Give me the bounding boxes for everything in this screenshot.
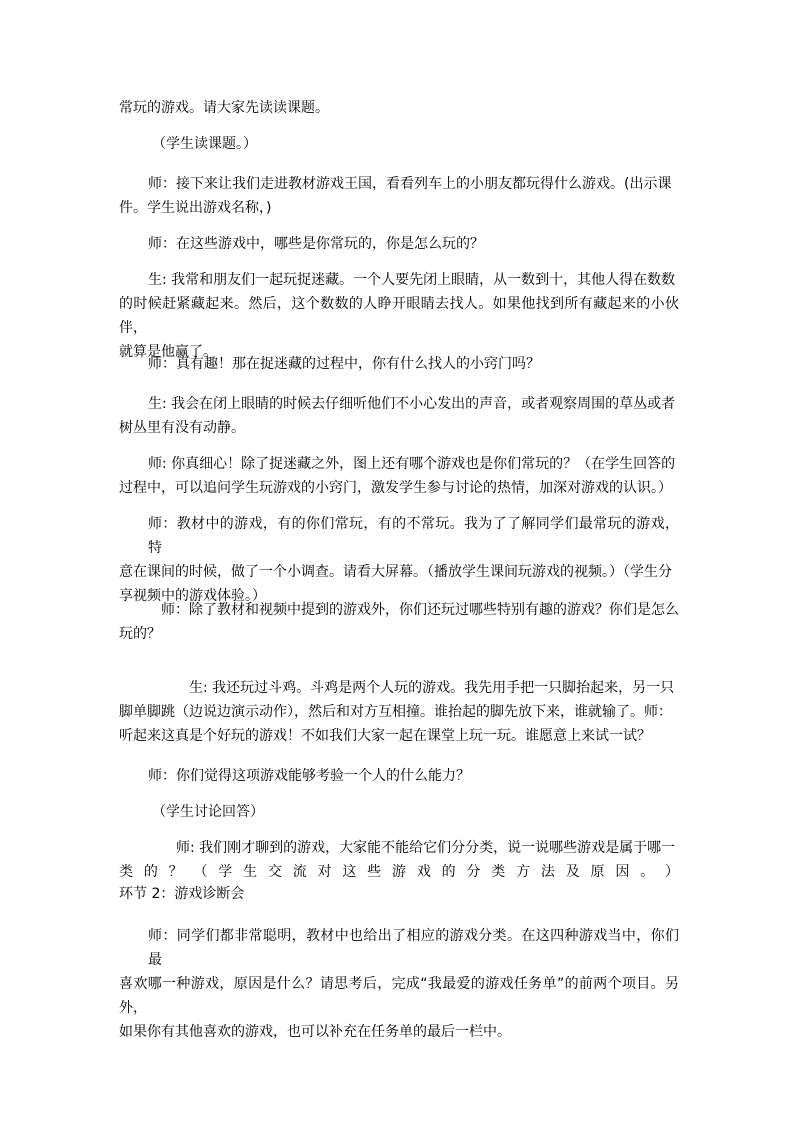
text-line: 脚单脚跳（边说边演示动作），然后和对方互相撞。谁抬起的脚先放下来，谁就输了。师： [119,704,672,720]
text-line: （学生读课题。） [152,136,257,152]
text-line: 听起来这真是个好玩的游戏！不如我们大家一起在课堂上玩一玩。谁愿意上来试一试？ [119,728,651,744]
paragraph-teacher-2 [119,232,679,256]
text-line: 的时候赶紧藏起来。然后，这个数数的人睁开眼睛去找人。如果他找到所有藏起来的小伙伴， [119,296,679,336]
section-heading: 环节 2：游戏诊断会 [119,886,245,902]
text-line: 师：接下来让我们走进教材游戏王国，看看列车上的小朋友都玩得什么游戏。(出示课 [148,176,672,192]
text-line: 师：在这些游戏中，哪些是你常玩的，你是怎么玩的？ [148,236,484,252]
text-line: 树丛里有没有动静。 [119,420,245,436]
paragraph-teacher-3 [119,352,679,376]
text-line: 生: 我还玩过斗鸡。斗鸡是两个人玩的游戏。我先用手把一只脚抬起来，另一只 [189,680,675,696]
text-line: 师：真有趣！那在捉迷藏的过程中，你有什么找人的小窍门吗？ [148,356,540,372]
text-line: 师: 你真细心！除了捉迷藏之外，图上还有哪个游戏也是你们常玩的？（在学生回答的 [148,456,676,472]
paragraph-students-read [152,132,679,156]
paragraph-student-2 [119,392,679,440]
text-line: 类 的 ？ （ 学 生 交 流 对 这 些 游 戏 的 分 类 方 法 及 原 因 。 ） [119,864,679,880]
text-line: 师：除了教材和视频中提到的游戏外，你们还玩过哪些特别有趣的游戏？你们是怎么 [161,602,679,618]
text-line: 生: 我会在闭上眼睛的时候去仔细听他们不小心发出的声音，或者观察周围的草丛或者 [148,396,676,412]
text-line: 享视频中的游戏体验。） [119,588,266,604]
text-line: 过程中，可以追问学生玩游戏的小窍门，激发学生参与讨论的热情，加深对游戏的认识。） [119,480,672,496]
text-line: 师：教材中的游戏，有的你们常玩，有的不常玩。我为了了解同学们最常玩的游戏，特 [148,516,679,556]
paragraph-student-3 [119,676,679,748]
paragraph-teacher-9 [119,924,679,1044]
paragraph-teacher-8 [119,836,679,904]
paragraph-student-1 [119,268,679,364]
text-line: 喜欢哪一种游戏，原因是什么？请思考后，完成“我最爱的游戏任务单”的前两个项目。另外， [119,976,679,1016]
text-line: 师：同学们都非常聪明，教材中也给出了相应的游戏分类。在这四种游戏当中，你们最 [148,928,679,968]
text-line: 件。学生说出游戏名称，) [119,200,272,216]
text-line: 生: 我常和朋友们一起玩捉迷藏。一个人要先闭上眼睛，从一数到十，其他人得在数数 [148,272,676,288]
paragraph-students-discuss [152,800,679,824]
text-line: 玩的？ [119,626,161,642]
text-line: 师：你们觉得这项游戏能够考验一个人的什么能力？ [148,768,470,784]
text-line: 意在课间的时候，做了一个小调查。请看大屏幕。（播放学生课间玩游戏的视频。）（学生分 [119,564,672,580]
paragraph-teacher-4 [119,452,679,500]
text-line: 师: 我们刚才聊到的游戏，大家能不能给它们分分类，说一说哪些游戏是属于哪一 [176,840,676,856]
paragraph-teacher-7 [119,764,679,788]
text-line: 常玩的游戏。请大家先读读课题。 [119,100,329,116]
paragraph-teacher-5 [119,512,679,608]
paragraph-intro [119,96,679,120]
paragraph-teacher-6 [119,598,679,646]
text-line: （学生讨论回答） [152,804,264,820]
text-line: 如果你有其他喜欢的游戏，也可以补充在任务单的最后一栏中。 [119,1024,511,1040]
paragraph-teacher-1 [119,172,679,220]
text-line: 就算是他赢了。 [119,344,217,360]
